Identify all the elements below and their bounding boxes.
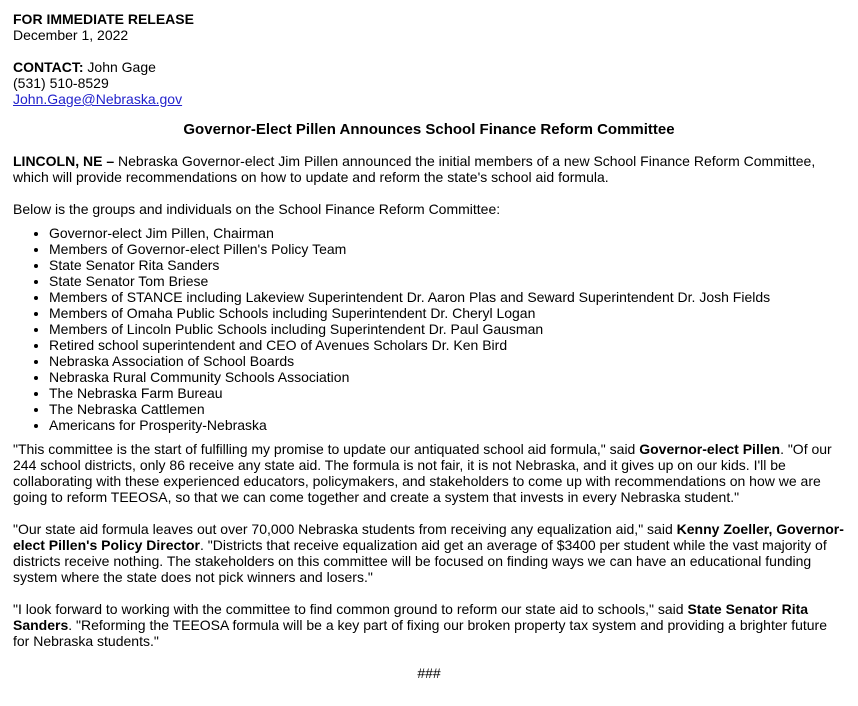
list-item: • State Senator Rita Sanders <box>49 257 845 273</box>
quote-text: . "Districts that receive equalization aid get an average of $3400 per student while the vast majority of districts receive nothing. The stakeholders on this committee will be focused on finding ways we can have an educational funding system where the state does not pick winners and losers." <box>13 537 827 585</box>
quote-text: . "Reforming the TEEOSA formula will be a key part of fixing our broken property tax system and providing a brighter future for Nebraska students." <box>13 617 827 649</box>
list-item: • Governor-elect Jim Pillen, Chairman <box>49 225 845 241</box>
release-date: December 1, 2022 <box>13 27 129 43</box>
committee-member-list <box>13 225 845 433</box>
contact-email-link[interactable]: John.Gage@Nebraska.gov <box>13 91 183 107</box>
intro-text: Nebraska Governor-elect Jim Pillen announced the initial members of a new School Finance Reform Committee, which will provide recommendations on how to update and reform the state's school aid formula. <box>13 153 816 185</box>
quote-text: "I look forward to working with the committee to find common ground to reform our state aid to schools," said <box>13 601 688 617</box>
quote-text: "This committee is the start of fulfilling my promise to update our antiquated school aid formula," said <box>13 441 640 457</box>
quote-speaker: Kenny Zoeller, Governor-elect Pillen's Policy Director <box>13 521 844 553</box>
contact-label: CONTACT: <box>13 59 84 75</box>
headline: Governor-Elect Pillen Announces School Finance Reform Committee <box>183 121 675 138</box>
release-label: FOR IMMEDIATE RELEASE <box>13 11 194 27</box>
list-item: • Nebraska Association of School Boards <box>49 353 845 369</box>
list-item: • The Nebraska Farm Bureau <box>49 385 845 401</box>
end-mark: ### <box>417 665 441 681</box>
list-item: • Americans for Prosperity-Nebraska <box>49 417 845 433</box>
list-item: • Members of Lincoln Public Schools including Superintendent Dr. Paul Gausman <box>49 321 845 337</box>
list-intro: Below is the groups and individuals on the School Finance Reform Committee: <box>13 201 501 217</box>
list-item: • Members of Omaha Public Schools including Superintendent Dr. Cheryl Logan <box>49 305 845 321</box>
quote-text: . "Of our 244 school districts, only 86 receive any state aid. The formula is not fair, it is not Nebraska, and it gives up on our kids. I'll be collaborating with these experienced educators, policymakers, and stakeholders to come up with recommendations on how we are going to reform TEEOSA, so that we can come together and create a system that invests in every Nebraska student." <box>13 441 832 505</box>
release-header <box>13 11 845 107</box>
quote-speaker: Governor-elect Pillen <box>639 441 781 457</box>
list-item: • State Senator Tom Briese <box>49 273 845 289</box>
quote-text: "Our state aid formula leaves out over 70,000 Nebraska students from receiving any equalization aid," said <box>13 521 677 537</box>
list-item: • Nebraska Rural Community Schools Association <box>49 369 845 385</box>
quote-speaker: State Senator Rita Sanders <box>13 601 809 633</box>
quote-zoeller <box>13 521 845 585</box>
dateline: LINCOLN, NE – <box>13 153 115 169</box>
contact-name: John Gage <box>83 59 156 75</box>
list-item: • Members of Governor-elect Pillen's Policy Team <box>49 241 845 257</box>
list-item: • The Nebraska Cattlemen <box>49 401 845 417</box>
quote-sanders <box>13 601 845 649</box>
contact-phone: (531) 510-8529 <box>13 75 109 91</box>
contact-line <box>13 59 845 75</box>
list-item: • Members of STANCE including Lakeview Superintendent Dr. Aaron Plas and Seward Superintendent Dr. Josh Fields <box>49 289 845 305</box>
intro-paragraph <box>13 153 845 185</box>
quote-pillen <box>13 441 845 505</box>
list-item: • Retired school superintendent and CEO of Avenues Scholars Dr. Ken Bird <box>49 337 845 353</box>
